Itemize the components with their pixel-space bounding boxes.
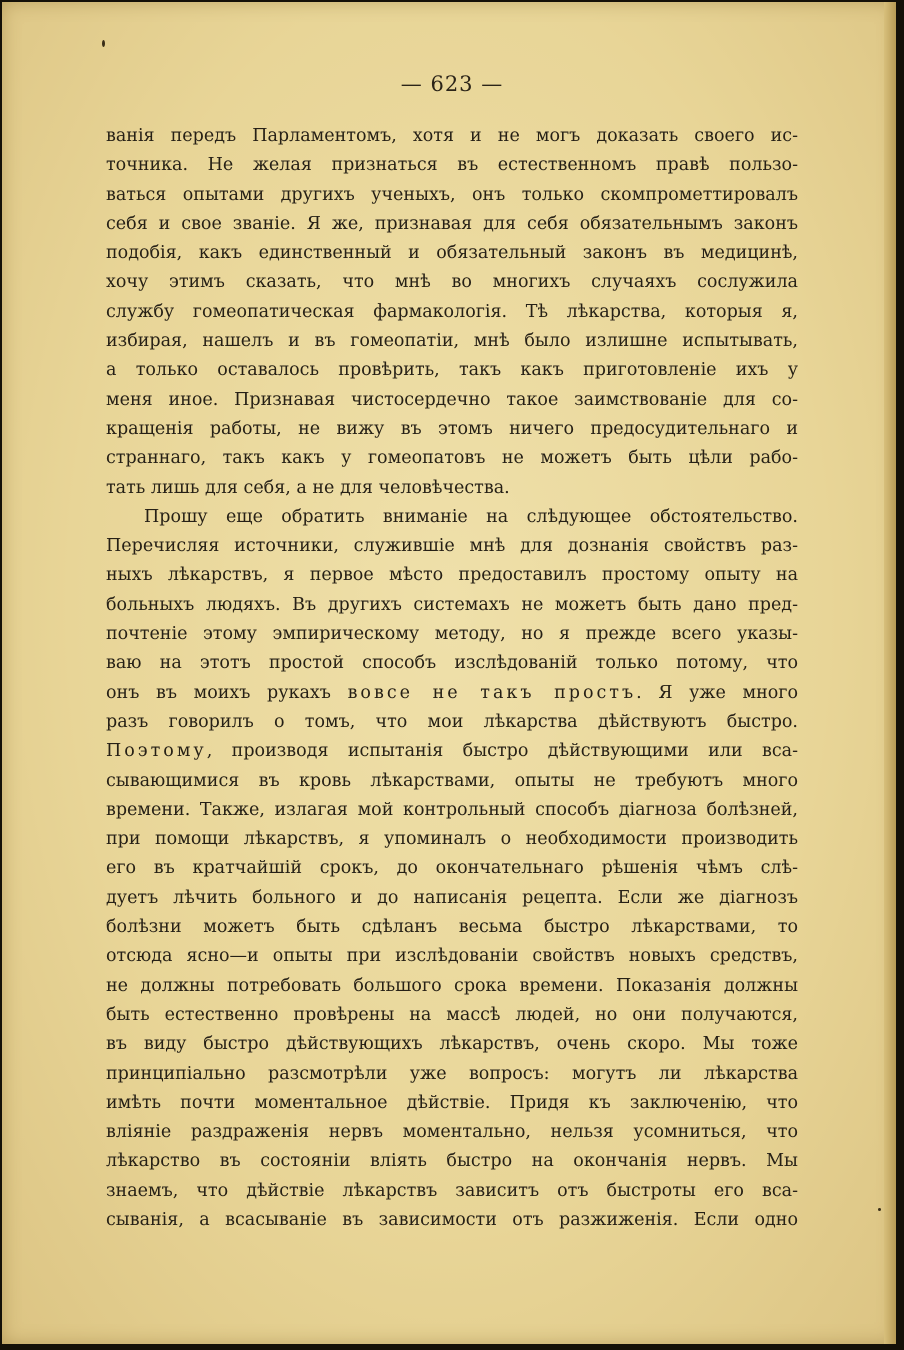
- ink-speck: [102, 40, 105, 47]
- text-line: точника. Не желая признаться въ естественномъ правѣ пользо-: [106, 155, 798, 176]
- text-line: избирая, нашелъ и въ гомеопатіи, мнѣ было излишне испытывать,: [106, 331, 798, 352]
- text-line: службу гомеопатическая фармакологія. Тѣ лѣкарства, которыя я,: [106, 301, 798, 322]
- text-line: а только оставалось провѣрить, такъ какъ приготовленіе ихъ у: [106, 360, 798, 381]
- text-line: Перечисляя источники, служившіе мнѣ для дознанія свойствъ раз-: [106, 536, 798, 557]
- text-line: знаемъ, что дѣйствіе лѣкарствъ зависитъ отъ быстроты его вса-: [106, 1180, 798, 1201]
- text-line: кращенія работы, не вижу въ этомъ ничего предосудительнаго и: [106, 418, 798, 439]
- text-line: лѣкарство въ состояніи вліять быстро на окончанія нервъ. Мы: [106, 1151, 798, 1172]
- text-segment: , производя испытанія быстро дѣйствующими или вса-: [206, 741, 798, 762]
- text-line: при помощи лѣкарствъ, я упоминалъ о необходимости производить: [106, 829, 798, 850]
- text-line: почтеніе этому эмпирическому методу, но я прежде всего указы-: [106, 624, 798, 645]
- text-line: ныхъ лѣкарствъ, я первое мѣсто предоставилъ простому опыту на: [106, 565, 798, 586]
- text-line: [106, 737, 798, 766]
- page-number: — 623 —: [400, 72, 504, 96]
- text-line: не должны потребовать большого срока времени. Показанія должны: [106, 975, 798, 996]
- text-line: ваю на этотъ простой способъ изслѣдованій только потому, что: [106, 653, 798, 674]
- spaced-emphasis: Поэтому: [106, 741, 207, 762]
- ink-speck: [878, 1208, 881, 1211]
- text-line: сывающимися въ кровь лѣкарствами, опыты не требуютъ много: [106, 770, 798, 791]
- page-edge: [884, 2, 896, 1344]
- text-line: меня иное. Признавая чистосердечно такое заимствованіе для со-: [106, 389, 798, 410]
- text-line: его въ кратчайшій срокъ, до окончательнаго рѣшенія чѣмъ слѣ-: [106, 858, 798, 879]
- text-line: имѣть почти моментальное дѣйствіе. Придя къ заключенію, что: [106, 1092, 798, 1113]
- text-line: дуетъ лѣчить больного и до написанія рецепта. Если же діагнозъ: [106, 887, 798, 908]
- text-line: быть естественно провѣрены на массѣ людей, но они получаются,: [106, 1004, 798, 1025]
- body-text: [106, 122, 798, 1235]
- text-line: разъ говорилъ о томъ, что мои лѣкарства дѣйствуютъ быстро.: [106, 711, 798, 732]
- text-line: больныхъ людяхъ. Въ другихъ системахъ не можетъ быть дано пред-: [106, 594, 798, 615]
- text-line: вліяніе раздраженія нервъ моментально, нельзя усомниться, что: [106, 1122, 798, 1143]
- text-line: болѣзни можетъ быть сдѣланъ весьма быстро лѣкарствами, то: [106, 917, 798, 938]
- text-line: времени. Также, излагая мой контрольный способъ діагноза болѣзней,: [106, 799, 798, 820]
- text-line: подобія, какъ единственный и обязательный законъ въ медицинѣ,: [106, 243, 798, 264]
- text-line: отсюда ясно—и опыты при изслѣдованіи свойствъ новыхъ средствъ,: [106, 946, 798, 967]
- text-segment: онъ въ моихъ рукахъ: [106, 682, 348, 703]
- paragraph-end-line: тать лишь для себя, а не для человѣчества.: [106, 477, 510, 498]
- text-line: принципіально разсмотрѣли уже вопросъ: могутъ ли лѣкарства: [106, 1063, 798, 1084]
- text-line: [106, 679, 798, 708]
- text-line: сыванія, а всасываніе въ зависимости отъ разжиженія. Если одно: [106, 1209, 798, 1230]
- text-line: ваться опытами другихъ ученыхъ, онъ только скомпрометтировалъ: [106, 184, 798, 205]
- text-line: себя и свое званіе. Я же, признавая для себя обязательнымъ законъ: [106, 213, 798, 234]
- spaced-emphasis: вовсе не такъ простъ: [347, 682, 637, 703]
- text-line: ванія передъ Парламентомъ, хотя и не могъ доказать своего ис-: [106, 126, 798, 146]
- text-line: страннаго, такъ какъ у гомеопатовъ не можетъ быть цѣли рабо-: [106, 448, 798, 469]
- text-line: хочу этимъ сказать, что мнѣ во многихъ случаяхъ сослужила: [106, 272, 798, 293]
- text-line: въ виду быстро дѣйствующихъ лѣкарствъ, очень скоро. Мы тоже: [106, 1034, 798, 1055]
- paragraph-start-line: Прошу еще обратить вниманіе на слѣдующее обстоятельство.: [144, 506, 798, 527]
- text-segment: . Я уже много: [636, 682, 799, 703]
